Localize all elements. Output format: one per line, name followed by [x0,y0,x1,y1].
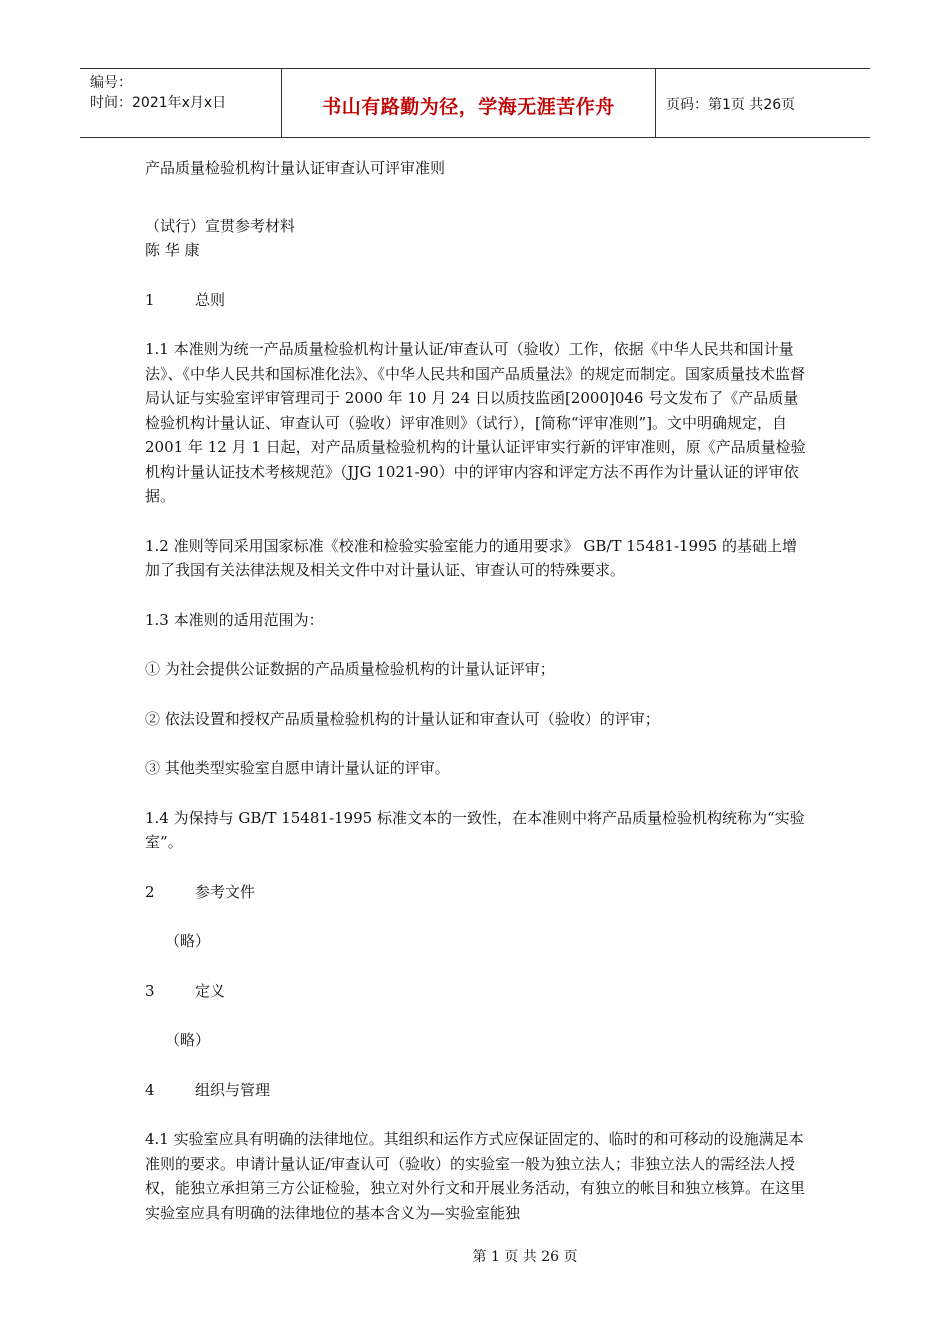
section-title: 定义 [195,981,226,1000]
section-heading [145,1078,810,1103]
section-heading [145,880,810,905]
page-footer [0,1246,950,1266]
paragraph-1-2: 1.2 准则等同采用国家标准《校准和检验实验室能力的通用要求》 GB/T 15481-1995 的基础上增加了我国有关法律法规及相关文件中对计量认证、审查认可的特殊要求。 [145,536,797,579]
footer-page-number: 第 1 页 共 26 页 [472,1249,578,1265]
list-item: ① 为社会提供公证数据的产品质量检验机构的计量认证评审； [145,660,555,678]
header-motto: 书山有路勤为径，学海无涯苦作舟 [322,95,615,118]
list-item: ② 依法设置和授权产品质量检验机构的计量认证和审查认可（验收）的评审； [145,709,660,728]
omitted-note: （略） [165,932,211,950]
document-number-label: 编号： [90,75,132,91]
header-page-cell [656,69,870,137]
document-time-label: 时间：2021年x月x日 [90,95,227,111]
paragraph-1-1: 1.1 本准则为统一产品质量检验机构计量认证/审查认可（验收）工作，依据《中华人民共和国计量法》、《中华人民共和国标准化法》、《中华人民共和国产品质量法》的规定而制定。国家质量技术监督局认证与实验室评审管理司于 2000 年 10 月 24 日以质技监函[2000]046 号文发布了《产品质量检验机构计量认证、审查认可（验收）评审准则》（试行），[简称“评审准则”]。文中明确规定，自 2001 年 12 月 1 日起，对产品质量检验机构的计量认证评审实行新的评审准则，原《产品质量检验机构计量认证技术考核规范》（JJG 1021-90）中的评审内容和评定方法不再作为计量认证的评审依据。 [145,340,806,505]
document-author: 陈 华 康 [145,241,200,259]
section-title: 参考文件 [195,882,256,901]
header-page-info: 页码：第1页 共26页 [666,97,796,113]
document-subtitle: （试行）宣贯参考材料 [145,216,296,235]
section-title: 组织与管理 [195,1080,271,1099]
section-heading [145,979,810,1004]
header-motto-cell [282,69,656,137]
document-title: 产品质量检验机构计量认证审查认可评审准则 [145,159,446,177]
paragraph-1-3: 1.3 本准则的适用范围为： [145,610,324,629]
header-meta-cell [80,69,282,137]
omitted-note: （略） [165,1031,211,1049]
section-number: 2 [145,882,155,901]
paragraph-1-4: 1.4 为保持与 GB/T 15481-1995 标准文本的一致性，在本准则中将产品质量检验机构统称为“实验室”。 [145,808,805,851]
section-number: 4 [145,1080,155,1099]
section-number: 1 [145,290,155,309]
page-header [80,68,870,138]
document-body [145,156,810,1225]
section-number: 3 [145,981,155,1000]
section-heading [145,288,810,313]
paragraph-4-1: 4.1 实验室应具有明确的法律地位。其组织和运作方式应保证固定的、临时的和可移动的设施满足本准则的要求。申请计量认证/审查认可（验收）的实验室一般为独立法人；非独立法人的需经法人授权，能独立承担第三方公证检验，独立对外行文和开展业务活动，有独立的帐目和独立核算。在这里实验室应具有明确的法律地位的基本含义为—实验室能独 [145,1130,806,1222]
section-title: 总则 [195,290,226,309]
list-item: ③ 其他类型实验室自愿申请计量认证的评审。 [145,759,450,777]
